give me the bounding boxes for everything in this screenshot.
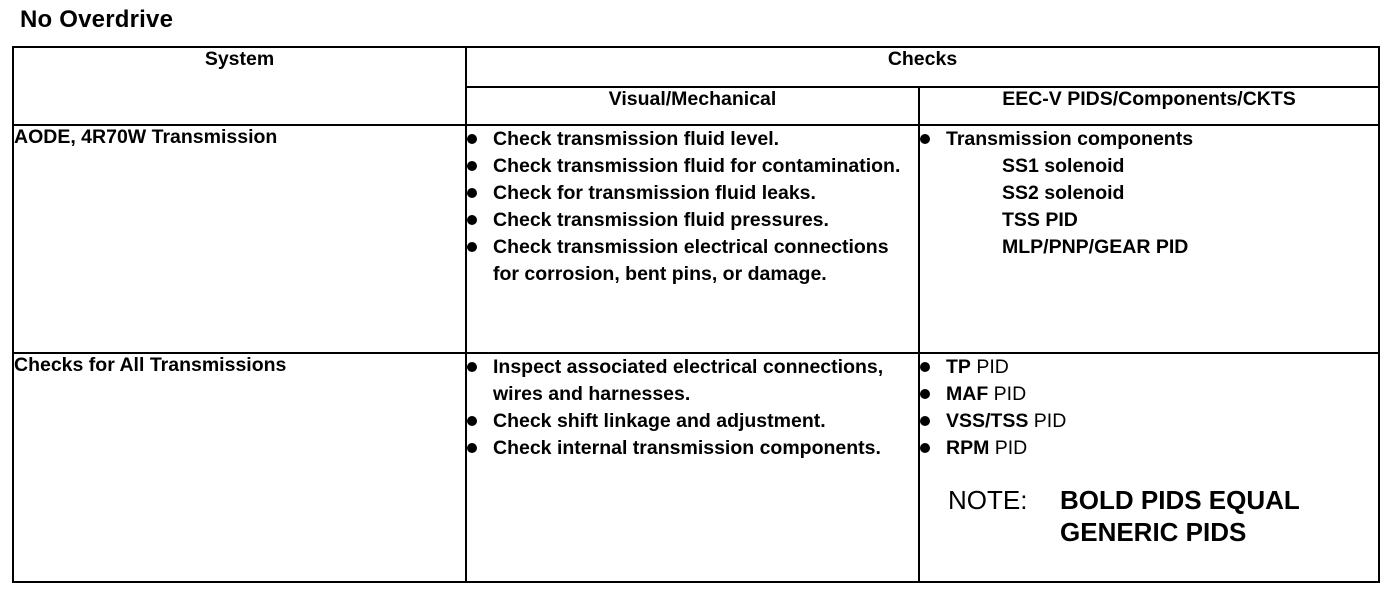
bullet-icon (467, 242, 477, 252)
header-system: System (13, 47, 466, 125)
note-label: NOTE: (948, 485, 1028, 515)
list-item: Check transmission fluid for contamination. (467, 153, 918, 180)
bullet-icon (467, 443, 477, 453)
bullet-icon (467, 416, 477, 426)
component-item: MLP/PNP/GEAR PID (1002, 236, 1189, 258)
bullet-icon (467, 215, 477, 225)
visual-checklist (467, 126, 918, 288)
header-row-top (13, 47, 1379, 87)
component-item: SS2 solenoid (1002, 182, 1125, 204)
system-cell: Checks for All Transmissions (13, 353, 466, 582)
visual-cell (466, 125, 919, 353)
component-item: SS1 solenoid (1002, 155, 1125, 177)
visual-checklist (467, 354, 918, 462)
table-row (13, 125, 1379, 353)
diagnostic-table (12, 46, 1380, 583)
note (920, 484, 1378, 548)
note-text: BOLD PIDS EQUAL GENERIC PIDS (1060, 485, 1300, 547)
header-checks: Checks (466, 47, 1379, 87)
component-list (920, 153, 1378, 261)
list-item: TP PID (920, 354, 1378, 381)
bullet-icon (467, 188, 477, 198)
list-item: Check for transmission fluid leaks. (467, 180, 918, 207)
bullet-icon (920, 443, 930, 453)
eec-cell (919, 125, 1379, 353)
list-item: VSS/TSS PID (920, 408, 1378, 435)
list-item: Transmission components (920, 126, 1378, 153)
list-item: Check shift linkage and adjustment. (467, 408, 918, 435)
pid-list (920, 354, 1378, 462)
bullet-icon (920, 389, 930, 399)
page-title: No Overdrive (20, 6, 174, 33)
list-item: Check transmission electrical connections for corrosion, bent pins, or damage. (467, 234, 918, 288)
bullet-icon (467, 161, 477, 171)
component-item: TSS PID (1002, 209, 1078, 231)
bullet-icon (467, 134, 477, 144)
bullet-icon (467, 362, 477, 372)
bullet-icon (920, 362, 930, 372)
eec-checklist (920, 126, 1378, 153)
list-item: MAF PID (920, 381, 1378, 408)
header-visual-mechanical: Visual/Mechanical (466, 87, 919, 125)
bullet-icon (920, 134, 930, 144)
list-item: Check transmission fluid pressures. (467, 207, 918, 234)
eec-cell (919, 353, 1379, 582)
visual-cell (466, 353, 919, 582)
bullet-icon (920, 416, 930, 426)
system-cell: AODE, 4R70W Transmission (13, 125, 466, 353)
list-item: Inspect associated electrical connections, wires and harnesses. (467, 354, 918, 408)
header-eec-pids: EEC-V PIDS/Components/CKTS (919, 87, 1379, 125)
table-row (13, 353, 1379, 582)
list-item: RPM PID (920, 435, 1378, 462)
list-item: Check internal transmission components. (467, 435, 918, 462)
list-item: Check transmission fluid level. (467, 126, 918, 153)
